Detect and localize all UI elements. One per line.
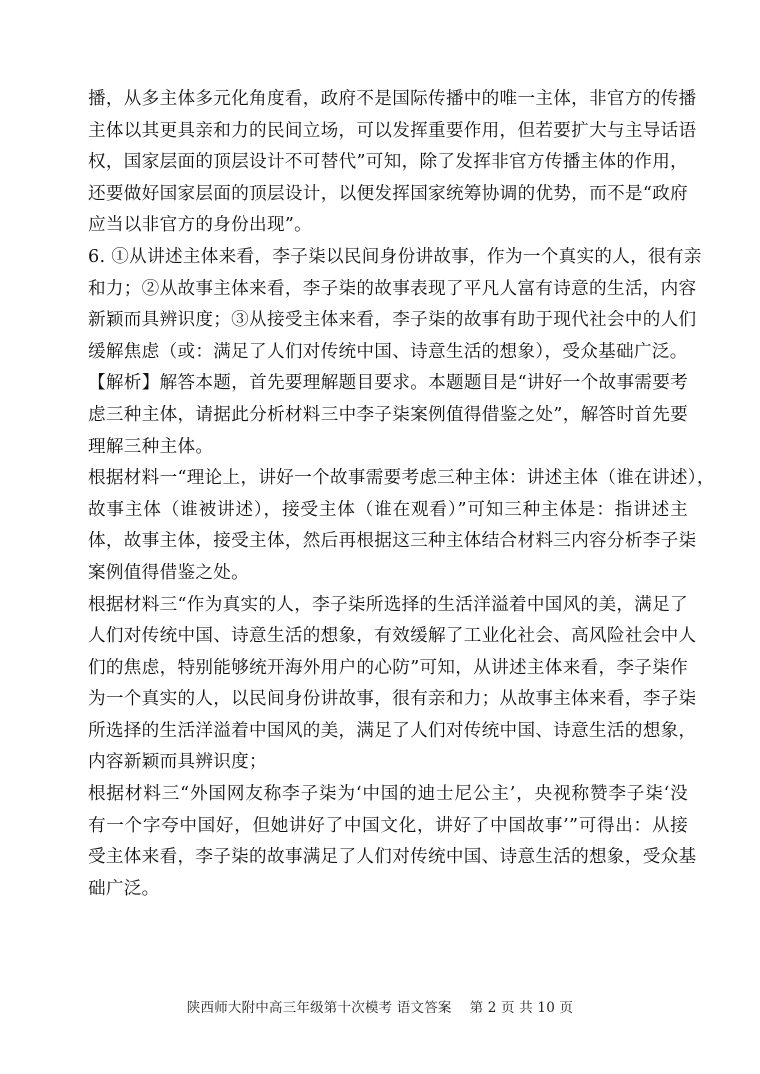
text-line: 案例值得借鉴之处。	[88, 562, 250, 583]
text-line: 缓解焦虑（或：满足了人们对传统中国、诗意生活的想象），受众基础广泛。	[88, 341, 688, 362]
text-line: 故事主体（谁被讲述），接受主体（谁在观看）”可知三种主体是：指讲述主	[88, 499, 688, 520]
text-line: 理解三种主体。	[88, 436, 214, 457]
paragraph	[88, 368, 688, 463]
text-line: 和力；②从故事主体来看，李子柒的故事表现了平凡人富有诗意的生活，内容	[88, 278, 697, 299]
text-line: 有一个字夸中国好，但她讲好了中国文化，讲好了中国故事’”可得出：从接	[88, 815, 688, 836]
page-footer	[0, 996, 760, 1016]
text-line: 受主体来看，李子柒的故事满足了人们对传统中国、诗意生活的想象，受众基	[88, 847, 697, 868]
text-line: 主体以其更具亲和力的民间立场，可以发挥重要作用，但若要扩大与主导话语	[88, 120, 697, 141]
text-line: 内容新颖而具辨识度；	[88, 752, 267, 773]
paragraph	[88, 463, 715, 589]
paragraph	[88, 590, 697, 780]
text-line: 根据材料一“理论上，讲好一个故事需要考虑三种主体：讲述主体（谁在讲述），	[88, 468, 715, 489]
text-line: 根据材料三“外国网友称李子柒为‘中国的迪士尼公主’，央视称赞李子柒‘没	[88, 784, 688, 805]
text-line: 6. ①从讲述主体来看，李子柒以民间身份讲故事，作为一个真实的人，很有亲	[88, 246, 702, 267]
paragraph	[88, 84, 697, 242]
text-line: 虑三种主体，请据此分析材料三中李子柒案例值得借鉴之处”，解答时首先要	[88, 404, 688, 425]
text-line: 人们对传统中国、诗意生活的想象，有效缓解了工业化社会、高风险社会中人	[88, 626, 697, 647]
answer-body	[88, 84, 715, 905]
text-line: 为一个真实的人，以民间身份讲故事，很有亲和力；从故事主体来看，李子柒	[88, 689, 697, 710]
text-line: 根据材料三“作为真实的人，李子柒所选择的生活洋溢着中国风的美，满足了	[88, 594, 688, 615]
footer-exam-title: 陕西师大附中高三年级第十次模考 语文答案	[186, 1000, 452, 1016]
footer-page-number: 第 2 页 共 10 页	[469, 1000, 574, 1016]
text-line: 体，故事主体，接受主体，然后再根据这三种主体结合材料三内容分析李子柒	[88, 531, 697, 552]
text-line: 应当以非官方的身份出现”。	[88, 215, 313, 236]
text-line: 新颖而具辨识度；③从接受主体来看，李子柒的故事有助于现代社会中的人们	[88, 310, 697, 331]
text-line: 们的焦虑，特别能够统开海外用户的心防”可知，从讲述主体来看，李子柒作	[88, 657, 688, 678]
text-line: 础广泛。	[88, 878, 160, 899]
paragraph	[88, 779, 697, 905]
text-line: 播，从多主体多元化角度看，政府不是国际传播中的唯一主体，非官方的传播	[88, 89, 697, 109]
text-line: 【解析】解答本题，首先要理解题目要求。本题题目是“讲好一个故事需要考	[88, 373, 688, 394]
text-line: 还要做好国家层面的顶层设计，以便发挥国家统筹协调的优势，而不是“政府	[88, 183, 688, 204]
text-line: 所选择的生活洋溢着中国风的美，满足了人们对传统中国、诗意生活的想象，	[88, 720, 697, 741]
paragraph	[88, 242, 702, 368]
text-line: 权，国家层面的顶层设计不可替代”可知，除了发挥非官方传播主体的作用，	[88, 152, 688, 173]
